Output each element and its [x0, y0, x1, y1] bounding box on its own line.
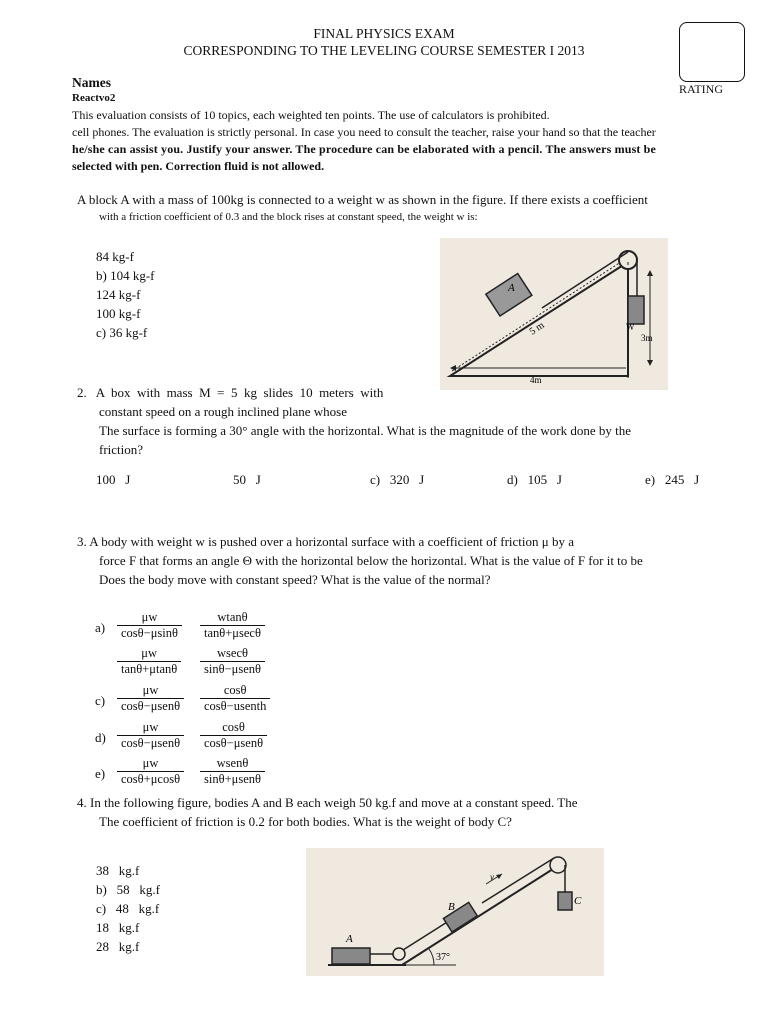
- weight-block: [628, 296, 644, 324]
- q3-option-fraction-1[interactable]: $\frac{\mu w}{\tan\theta+\mu\tan\theta}$: [117, 646, 181, 677]
- q4-label-c: C: [574, 895, 582, 907]
- q4-text-line-2: The coefficient of friction is 0.2 for both bodies. What is the weight of body C?: [99, 814, 512, 829]
- reactivo-label: Reactvo2: [72, 92, 116, 104]
- pulley-icon: [619, 251, 637, 269]
- q3-option-label: d): [95, 730, 106, 745]
- q3-option-label: a): [95, 620, 106, 635]
- q4-diagram: [306, 848, 604, 976]
- q2-option[interactable]: 100 J: [96, 472, 131, 487]
- q4-option[interactable]: 38 kg.f: [96, 863, 140, 878]
- q3-option-fraction-1[interactable]: μw cosθ−μsenθ: [117, 683, 184, 714]
- q2-text-line-4: friction?: [99, 442, 144, 457]
- q3-option-fraction-1[interactable]: μw cosθ−μsenθ: [117, 720, 184, 751]
- q2-option[interactable]: c) 320 J: [370, 472, 425, 487]
- rating-label: RATING: [679, 82, 723, 96]
- q3-text-line-3: Does the body move with constant speed? What is the value of the normal?: [99, 572, 491, 587]
- q3-option-fraction-2[interactable]: wtanθ tanθ+μsecθ: [200, 610, 265, 641]
- instructions-line-1: This evaluation consists of 10 topics, each weighted ten points. The use of calculators is prohibited.: [72, 108, 550, 122]
- q1-text-line-2: with a friction coefficient of 0.3 and the block rises at constant speed, the weight w is:: [99, 211, 478, 223]
- q2-text-line-2: constant speed on a rough inclined plane whose: [99, 404, 348, 419]
- instructions-line-4: selected with pen. Correction fluid is not allowed.: [72, 159, 325, 173]
- q3-option-fraction-2[interactable]: wsenθ sinθ+μsenθ: [200, 756, 265, 787]
- q2-text-line-3: The surface is forming a 30° angle with the horizontal. What is the magnitude of the work done by the: [99, 423, 632, 438]
- q4-option[interactable]: c) 48 kg.f: [96, 901, 160, 916]
- q4-label-b: B: [448, 901, 455, 913]
- rating-box[interactable]: [679, 22, 745, 82]
- q3-option-label: c): [95, 693, 106, 708]
- block-a: [332, 948, 370, 964]
- q1-label-w: W: [626, 322, 635, 332]
- q3-option-fraction-2[interactable]: cosθ cosθ−usenth: [200, 683, 270, 714]
- q1-option[interactable]: b) 104 kg-f: [96, 268, 155, 283]
- q3-option-fraction-2[interactable]: wsecθ sinθ−μsenθ: [200, 646, 265, 677]
- q1-option[interactable]: 100 kg-f: [96, 306, 141, 321]
- q4-label-angle: 37°: [436, 952, 450, 963]
- q4-option[interactable]: 18 kg.f: [96, 920, 140, 935]
- instructions-line-2: cell phones. The evaluation is strictly personal. In case you need to consult the teacher, raise your hand so that the teacher: [72, 125, 656, 139]
- q3-option-label: e): [95, 766, 106, 781]
- q1-label-a: A: [508, 282, 515, 294]
- q2-option[interactable]: d) 105 J: [507, 472, 562, 487]
- q4-label-v: v: [490, 872, 494, 882]
- q3-option-fraction-1[interactable]: $\frac{\mu w}{\cos\theta-\mu\sin\theta}$: [117, 610, 182, 641]
- q3-option-fraction-2[interactable]: cosθ cosθ−μsenθ: [200, 720, 267, 751]
- q3-text-line-2: force F that forms an angle Θ with the horizontal below the horizontal. What is the value of F for it to be: [99, 553, 643, 568]
- block-a: [486, 273, 532, 316]
- q1-label-5m: 5 m: [527, 319, 547, 338]
- q4-label-a: A: [346, 933, 353, 945]
- q1-text-line-1: A block A with a mass of 100kg is connected to a weight w as shown in the figure. If there exists a coefficient: [77, 192, 648, 207]
- q1-option[interactable]: 84 kg-f: [96, 249, 134, 264]
- q4-option[interactable]: 28 kg.f: [96, 939, 140, 954]
- q4-text-line-1: 4. In the following figure, bodies A and B each weigh 50 kg.f and move at a constant speed. The: [77, 795, 578, 810]
- q1-option[interactable]: c) 36 kg-f: [96, 325, 148, 340]
- q2-text-line-1: 2. A box with mass M = 5 kg slides 10 meters with: [77, 385, 384, 400]
- q3-option-fraction-1[interactable]: $\frac{\mu w}{\cos\theta+\mu\cos\theta}$: [117, 756, 184, 787]
- q1-label-4m: 4m: [530, 375, 542, 385]
- q4-option[interactable]: b) 58 kg.f: [96, 882, 160, 897]
- q2-option[interactable]: e) 245 J: [645, 472, 700, 487]
- block-c: [558, 892, 572, 910]
- q3-text-line-1: 3. A body with weight w is pushed over a horizontal surface with a coefficient of friction μ by a: [77, 534, 574, 549]
- q1-label-3m: 3m: [641, 333, 653, 343]
- q1-option[interactable]: 124 kg-f: [96, 287, 141, 302]
- names-label: Names: [72, 75, 111, 90]
- q2-option[interactable]: 50 J: [233, 472, 261, 487]
- exam-subtitle: CORRESPONDING TO THE LEVELING COURSE SEMESTER I 2013: [183, 43, 585, 58]
- q1-figure: [440, 238, 668, 390]
- exam-title: FINAL PHYSICS EXAM: [313, 26, 455, 41]
- q1-diagram: [440, 238, 668, 390]
- instructions-line-3: he/she can assist you. Justify your answer. The procedure can be elaborated with a pencil. The answers must be: [72, 142, 656, 156]
- q4-figure: [306, 848, 604, 976]
- pulley-icon: [550, 857, 566, 873]
